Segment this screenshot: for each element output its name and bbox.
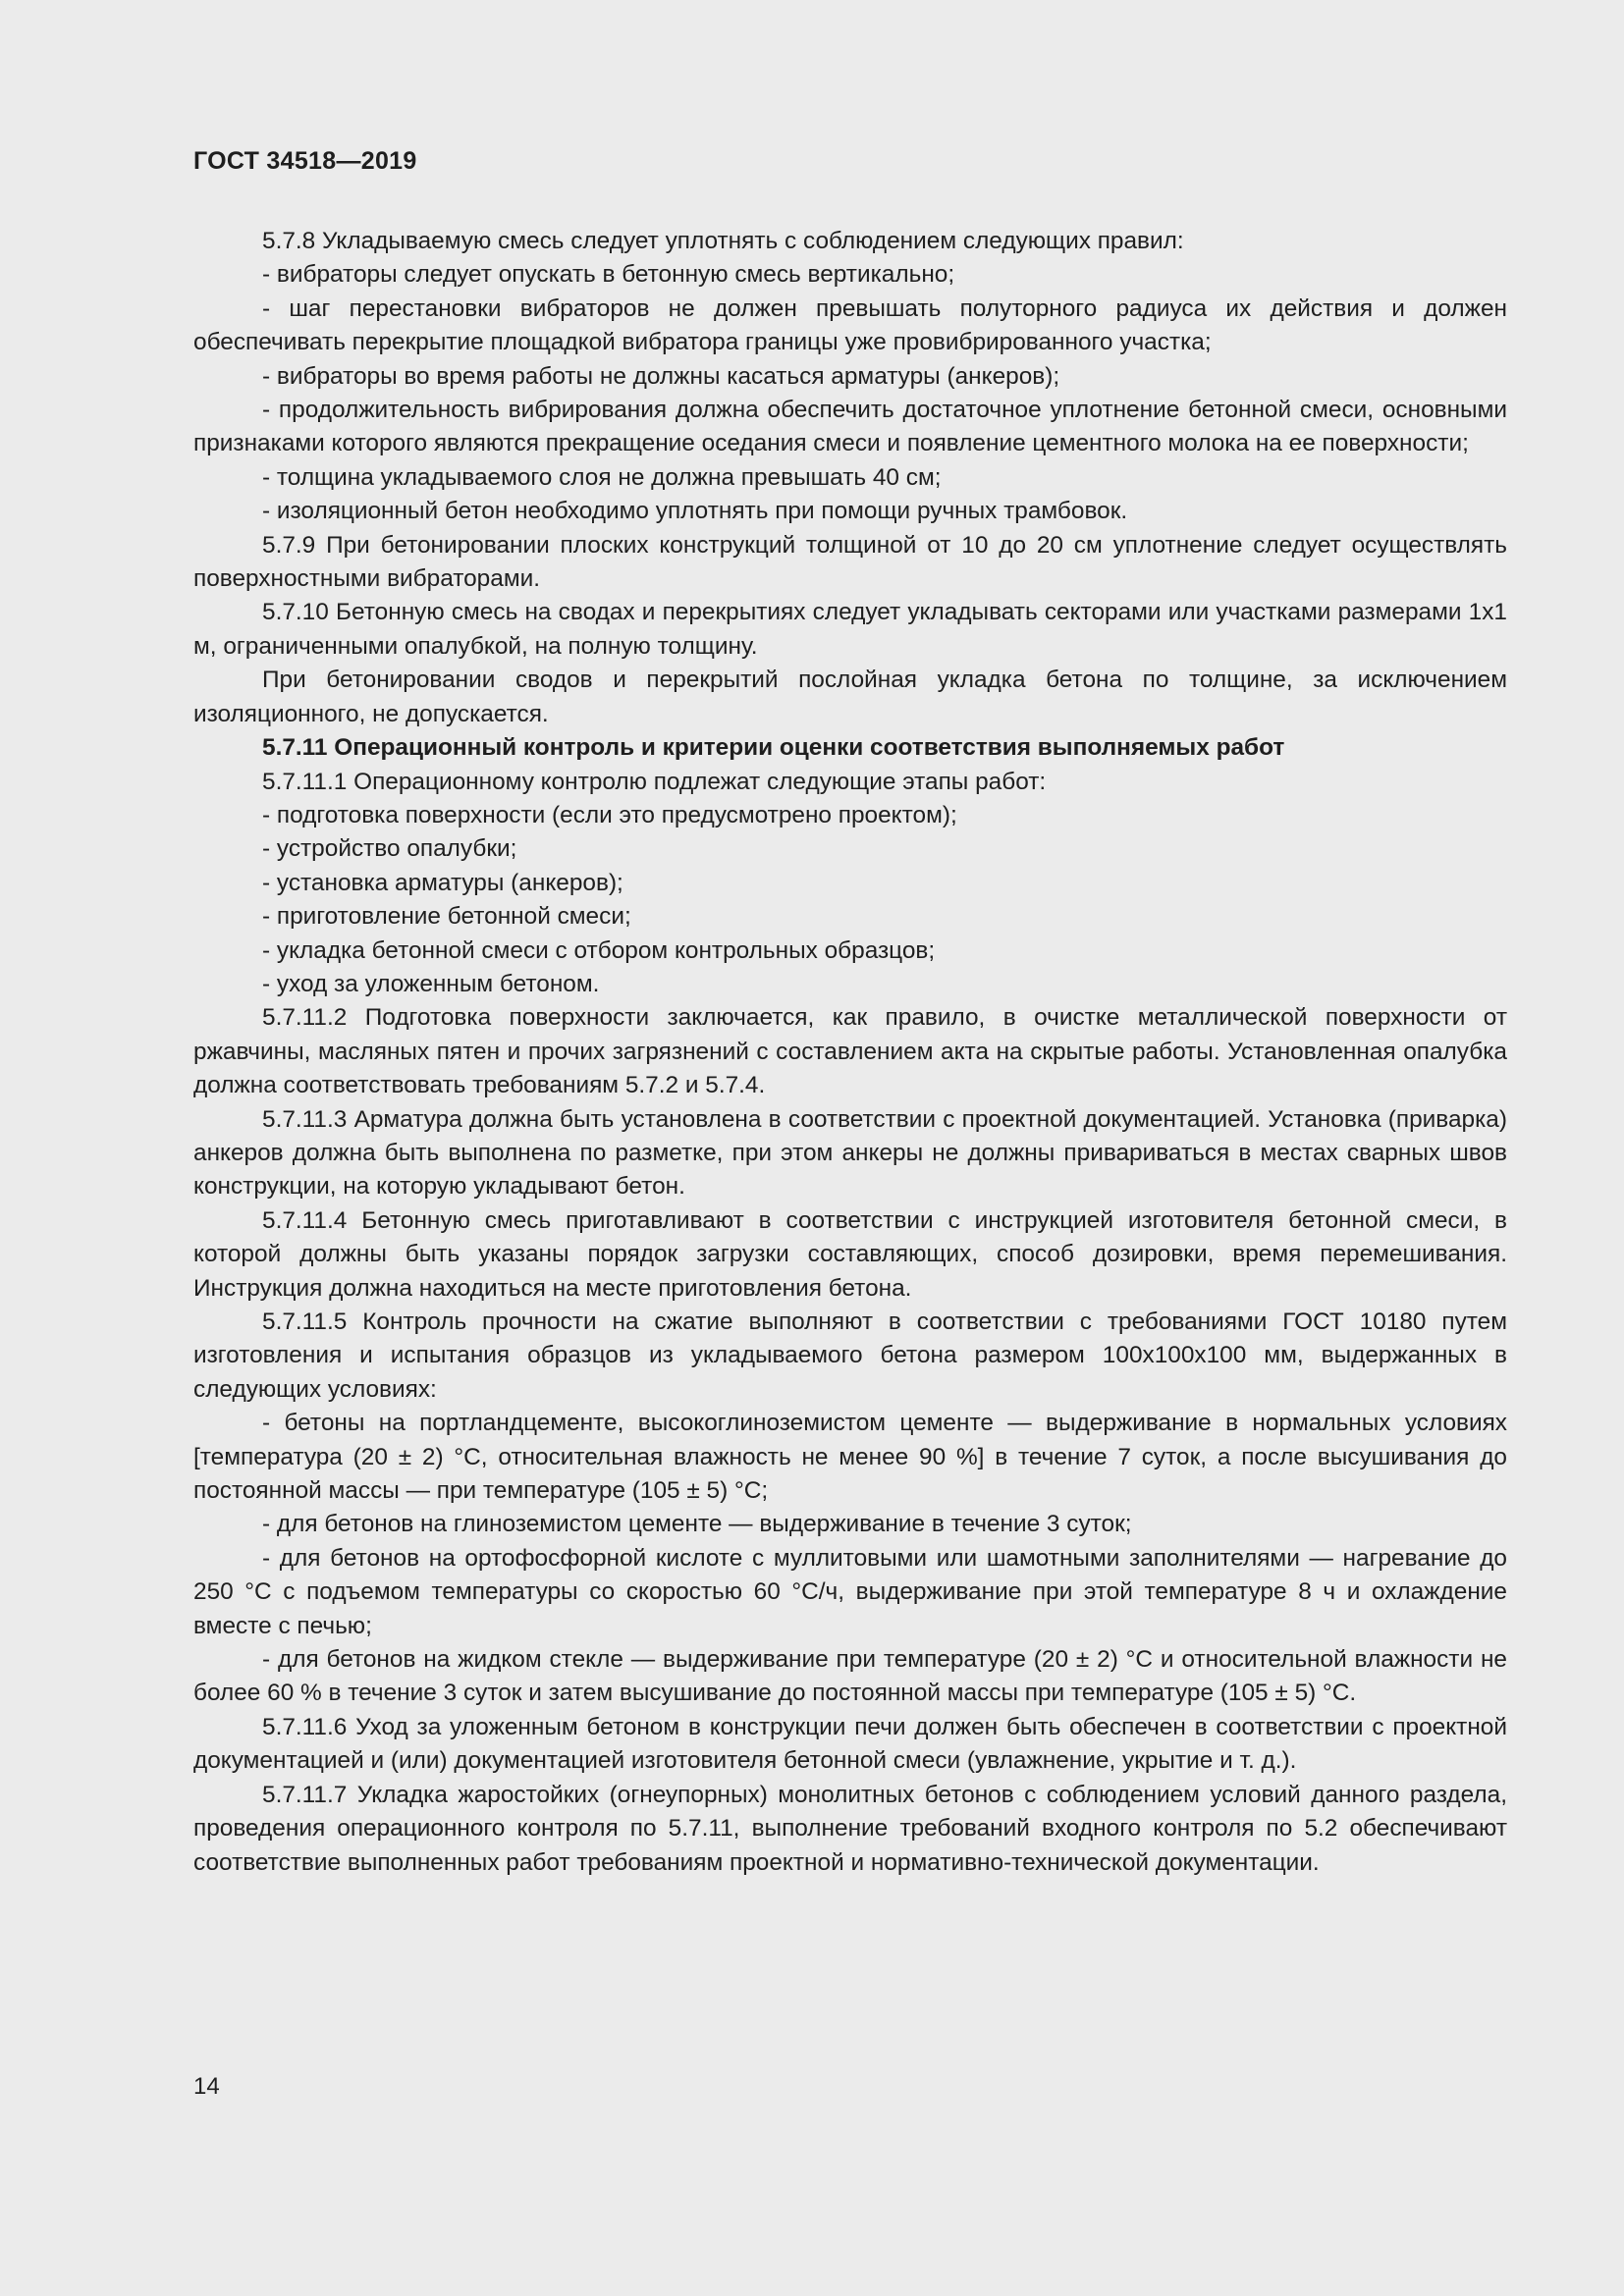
section-heading: 5.7.11 Операционный контроль и критерии оценки соответствия выполняемых работ (262, 734, 1285, 762)
paragraph: - укладка бетонной смеси с отбором контрольных образцов; (262, 936, 936, 964)
paragraph: - для бетонов на жидком стекле — выдерживание при температуре (20 ± 2) °С и относительной влажности не более 60 % в течение 3 суток и затем высушивание до постоянной массы при температуре (105 ± 5) °С. (193, 1646, 1507, 1707)
paragraph: При бетонировании сводов и перекрытий послойная укладка бетона по толщине, за исключением изоляционного, не допускается. (193, 667, 1507, 727)
document-body (193, 225, 1507, 1880)
paragraph: 5.7.11.4 Бетонную смесь приготавливают в соответствии с инструкцией изготовителя бетонной смеси, в которой должны быть указаны порядок загрузки составляющих, способ дозировки, время перемешивания. Инструкция должна находиться на месте приготовления бетона. (193, 1206, 1507, 1302)
paragraph: - установка арматуры (анкеров); (262, 869, 623, 896)
paragraph: - вибраторы во время работы не должны касаться арматуры (анкеров); (262, 362, 1060, 390)
paragraph: 5.7.11.1 Операционному контролю подлежат следующие этапы работ: (262, 768, 1047, 795)
paragraph: - приготовление бетонной смеси; (262, 903, 631, 931)
paragraph: - изоляционный бетон необходимо уплотнять при помощи ручных трамбовок. (262, 498, 1128, 525)
paragraph: - продолжительность вибрирования должна обеспечить достаточное уплотнение бетонной смеси, основными признаками которого являются прекращение оседания смеси и появление цементного молока на ее поверхности; (193, 397, 1507, 457)
paragraph: - толщина укладываемого слоя не должна превышать 40 см; (262, 463, 942, 491)
paragraph: - вибраторы следует опускать в бетонную смесь вертикально; (262, 261, 955, 289)
paragraph: 5.7.11.2 Подготовка поверхности заключается, как правило, в очистке металлической поверхности от ржавчины, масляных пятен и прочих загрязнений с составлением акта на скрытые работы. Установленная опалубка должна соответствовать требованиям 5.7.2 и 5.7.4. (193, 1004, 1507, 1099)
paragraph: 5.7.11.3 Арматура должна быть установлена в соответствии с проектной документацией. Установка (приварка) анкеров должна быть выполнена по разметке, при этом анкеры не должны привариваться в местах сварных швов конструкции, на которую укладывают бетон. (193, 1105, 1507, 1201)
paragraph: - уход за уложенным бетоном. (262, 970, 600, 997)
paragraph: 5.7.10 Бетонную смесь на сводах и перекрытиях следует укладывать секторами или участками размерами 1x1 м, ограниченными опалубкой, на полную толщину. (193, 599, 1507, 660)
document-header: ГОСТ 34518—2019 (193, 147, 417, 175)
paragraph: - шаг перестановки вибраторов не должен превышать полуторного радиуса их действия и должен обеспечивать перекрытие площадкой вибратора границы уже провибрированного участка; (193, 294, 1507, 356)
paragraph: 5.7.8 Укладываемую смесь следует уплотнять с соблюдением следующих правил: (262, 228, 1184, 254)
paragraph: - бетоны на портландцементе, высокоглиноземистом цементе — выдерживание в нормальных условиях [температура (20 ± 2) °С, относительная влажность не менее 90 %] в течение 7 суток, а после высушивания до постоянной массы — при температуре (105 ± 5) °С; (193, 1410, 1507, 1505)
page-number: 14 (193, 2073, 220, 2100)
paragraph: 5.7.9 При бетонировании плоских конструкций толщиной от 10 до 20 см уплотнение следует осуществлять поверхностными вибраторами. (193, 531, 1507, 593)
paragraph: - подготовка поверхности (если это предусмотрено проектом); (262, 801, 957, 828)
paragraph: 5.7.11.7 Укладка жаростойких (огнеупорных) монолитных бетонов с соблюдением условий данного раздела, проведения операционного контроля по 5.7.11, выполнение требований входного контроля по 5.2 обеспечивают соответствие выполненных работ требованиям проектной и нормативно-технической документации. (193, 1781, 1507, 1876)
paragraph: - устройство опалубки; (262, 835, 517, 863)
paragraph: - для бетонов на ортофосфорной кислоте с муллитовыми или шамотными заполнителями — нагревание до 250 °С с подъемом температуры со скоростью 60 °С/ч, выдерживание при этой температуре 8 ч и охлаждение вместе с печью; (193, 1544, 1507, 1639)
paragraph: - для бетонов на глиноземистом цементе — выдерживание в течение 3 суток; (262, 1511, 1132, 1538)
paragraph: 5.7.11.6 Уход за уложенным бетоном в конструкции печи должен быть обеспечен в соответствии с проектной документацией и (или) документацией изготовителя бетонной смеси (увлажнение, укрытие и т. д.). (193, 1713, 1507, 1775)
paragraph: 5.7.11.5 Контроль прочности на сжатие выполняют в соответствии с требованиями ГОСТ 10180 путем изготовления и испытания образцов из укладываемого бетона размером 100x100x100 мм, выдержанных в следующих условиях: (193, 1308, 1507, 1403)
